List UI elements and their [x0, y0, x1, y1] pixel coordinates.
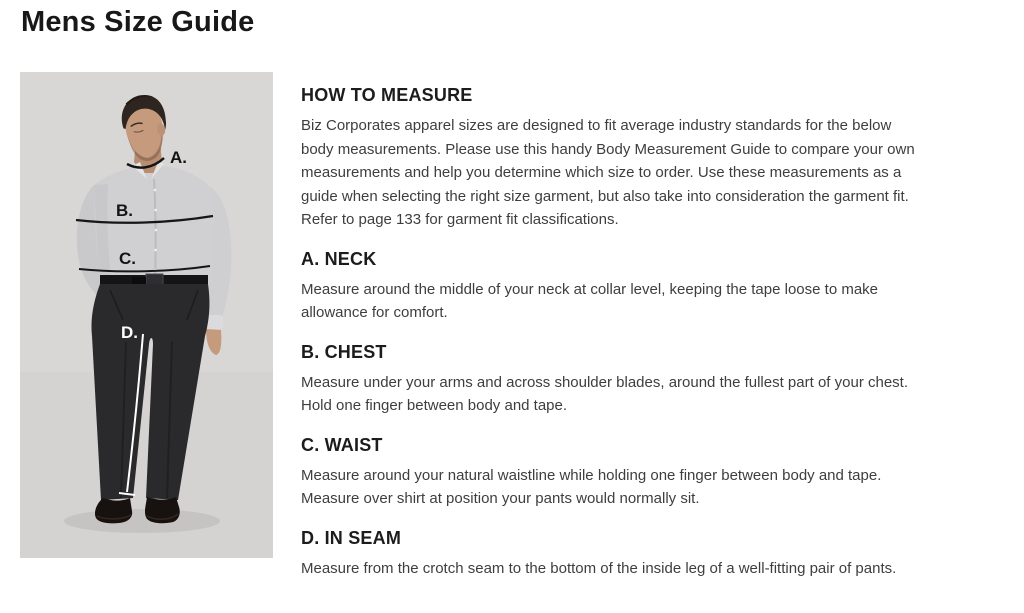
section-neck — [301, 248, 928, 325]
section-body: Measure around your natural waistline while holding one finger between body and tape. Measure over shirt at position your pants would normally sit. — [301, 466, 882, 507]
section-chest — [301, 341, 928, 418]
page-title: Mens Size Guide — [21, 6, 255, 38]
section-heading: HOW TO MEASURE — [301, 85, 473, 105]
label-waist: C. — [119, 249, 136, 268]
measurement-instructions — [301, 84, 928, 580]
model-illustration — [20, 72, 273, 558]
label-neck: A. — [170, 148, 187, 167]
section-heading: D. IN SEAM — [301, 527, 402, 548]
section-heading: A. NECK — [301, 248, 377, 269]
section-how-to-measure — [301, 84, 928, 232]
label-inseam: D. — [121, 323, 138, 342]
section-body: Measure around the middle of your neck at collar level, keeping the tape loose to make allowance for comfort. — [301, 280, 879, 321]
section-body: Measure from the crotch seam to the bottom of the inside leg of a well-fitting pair of pants. — [301, 559, 897, 577]
section-body: Biz Corporates apparel sizes are designed to fit average industry standards for the below body measurements. Please use this handy Body Measurement Guide to compare your own measurements and help you determine which size to order. Use these measurements as a guide when selecting the right size garment, but also take into consideration the garment fit. Refer to page 133 for garment fit classifications. — [301, 117, 915, 228]
measurement-photo — [20, 72, 273, 558]
section-inseam — [301, 527, 928, 581]
floor-shadow — [64, 509, 220, 533]
label-chest: B. — [116, 201, 133, 220]
section-heading: B. CHEST — [301, 341, 387, 362]
section-body: Measure under your arms and across shoulder blades, around the fullest part of your chest. Hold one finger between body and tape. — [301, 373, 908, 414]
section-waist — [301, 434, 928, 511]
section-heading: C. WAIST — [301, 434, 383, 455]
